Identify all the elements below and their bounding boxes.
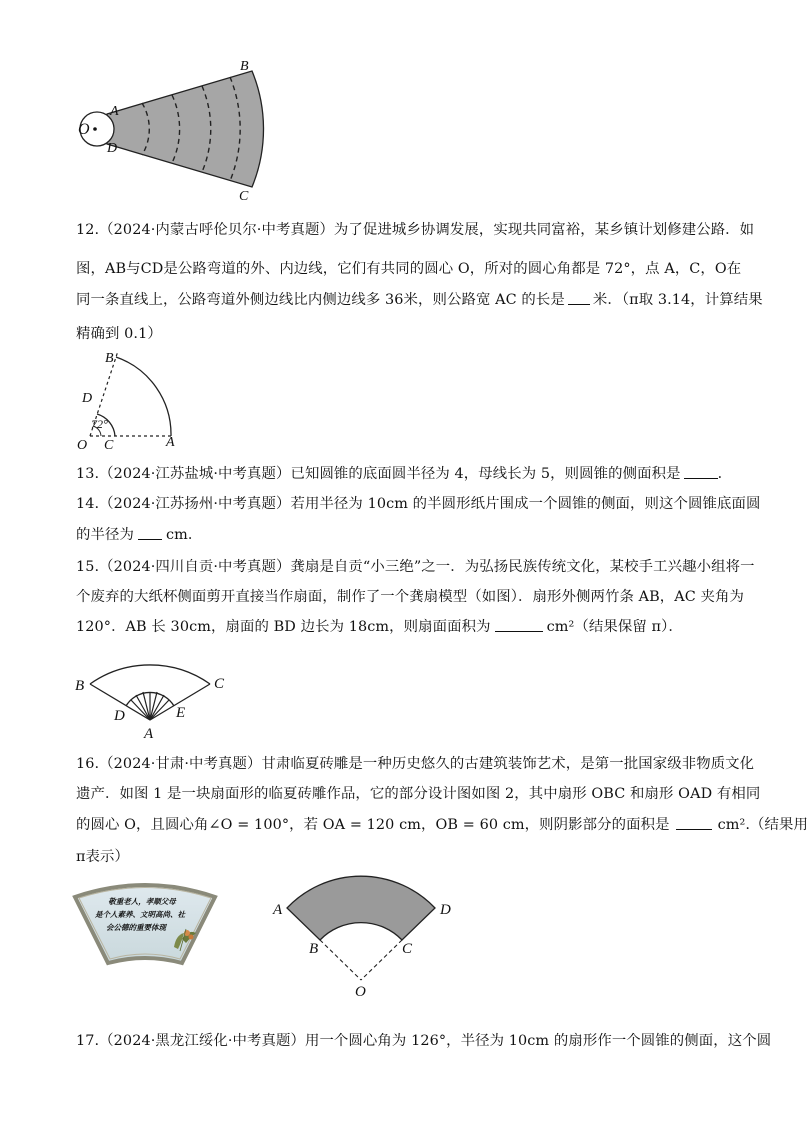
label-A: A	[110, 104, 119, 119]
q16-line3	[76, 815, 808, 835]
label-A: A	[166, 435, 175, 450]
q16-answer-blank	[676, 815, 712, 830]
figure-road-curve	[70, 348, 190, 453]
q15-line1: 15.（2024·四川自贡·中考真题）龚扇是自贡“小三绝”之一．为弘扬民族传统文化，某校手工兴趣小组将一	[76, 559, 755, 575]
label-B: B	[105, 351, 114, 366]
photo-text-1: 敬重老人，孝顺父母	[108, 897, 176, 906]
q12-line3-end: 米．（π取 3.14，计算结果	[592, 292, 763, 308]
label-D: D	[114, 708, 125, 724]
label-B: B	[309, 941, 319, 957]
label-B: B	[240, 59, 249, 74]
label-D: D	[440, 902, 451, 918]
q17-line1: 17.（2024·黑龙江绥化·中考真题）用一个圆心角为 126°，半径为 10cm 的扇形作一个圆锥的侧面，这个圆	[76, 1033, 772, 1049]
label-B: B	[75, 678, 85, 694]
q12-line3	[76, 290, 763, 310]
label-O: O	[77, 438, 88, 453]
q16-line4: π表示）	[76, 849, 130, 865]
q16-text: 的圆心 O，且圆心角∠O = 100°，若 OA = 120 cm，OB = 60 cm，则阴影部分的面积是	[76, 817, 670, 833]
q16-line1: 16.（2024·甘肃·中考真题）甘肃临夏砖雕是一种历史悠久的古建筑装饰艺术，是第一批国家级非物质文化	[76, 756, 755, 772]
q12-line2: 图，AB与CD是公路弯道的外、内边线，它们有共同的圆心 O，所对的圆心角都是 72°，点 A，C，O在	[76, 261, 742, 277]
q14-text: 的半径为	[76, 527, 134, 543]
q12-line1: 12.（2024·内蒙古呼伦贝尔·中考真题）为了促进城乡协调发展，实现共同富裕，某乡镇计划修建公路．如	[76, 222, 755, 238]
q15-line2: 个废弃的大纸杯侧面剪开直接当作扇面，制作了一个龚扇模型（如图）．扇形外侧两竹条 AB，AC 夹角为	[76, 589, 745, 605]
q13-line1	[76, 464, 733, 484]
label-A: A	[144, 726, 154, 742]
q15-text: 120°．AB 长 30cm，扇面的 BD 边长为 18cm，则扇面面积为	[76, 619, 491, 635]
brick-carving-photo	[70, 877, 220, 969]
label-D: D	[82, 391, 93, 406]
angle-label: 72°	[91, 417, 108, 431]
label-A: A	[273, 902, 283, 918]
q12-line3-text: 同一条直线上，公路弯道外侧边线比内侧边线多 36米，则公路宽 AC 的长是	[76, 292, 565, 308]
photo-text-3: 会公德的重要体现	[106, 923, 166, 932]
photo-text-2: 是个人素养、文明高尚、社	[95, 910, 185, 919]
q16-end: cm².（结果用	[717, 817, 808, 833]
q14-line1: 14.（2024·江苏扬州·中考真题）若用半径为 10cm 的半圆形纸片围成一个圆锥的侧面，则这个圆锥底面圆	[76, 496, 761, 512]
q14-line2	[76, 525, 726, 545]
q15-line3	[76, 617, 726, 637]
q13-text: 13.（2024·江苏盐城·中考真题）已知圆锥的底面圆半径为 4，母线长为 5，则圆锥的侧面积是	[76, 466, 681, 482]
label-C: C	[214, 676, 225, 692]
label-C: C	[402, 941, 413, 957]
label-O: O	[78, 121, 90, 138]
q14-answer-blank	[138, 525, 162, 540]
label-D: D	[107, 141, 118, 156]
label-E: E	[176, 705, 186, 721]
q12-line4: 精确到 0.1）	[76, 326, 162, 342]
q13-end: ．	[717, 466, 733, 482]
q16-line2: 遗产．如图 1 是一块扇面形的临夏砖雕作品，它的部分设计图如图 2，其中扇形 OBC 和扇形 OAD 有相同	[76, 786, 761, 802]
figure-annular-sector	[268, 874, 468, 1000]
q12-answer-blank	[568, 290, 590, 305]
figure-road-sector	[70, 55, 280, 205]
q15-answer-blank	[495, 617, 543, 632]
q13-answer-blank	[684, 464, 718, 479]
q14-unit: cm．	[165, 527, 203, 543]
label-O: O	[355, 984, 366, 1000]
q15-end: cm²（结果保留 π）．	[546, 619, 683, 635]
label-C: C	[104, 438, 114, 453]
figure-folding-fan	[70, 636, 240, 744]
label-C: C	[239, 189, 249, 204]
